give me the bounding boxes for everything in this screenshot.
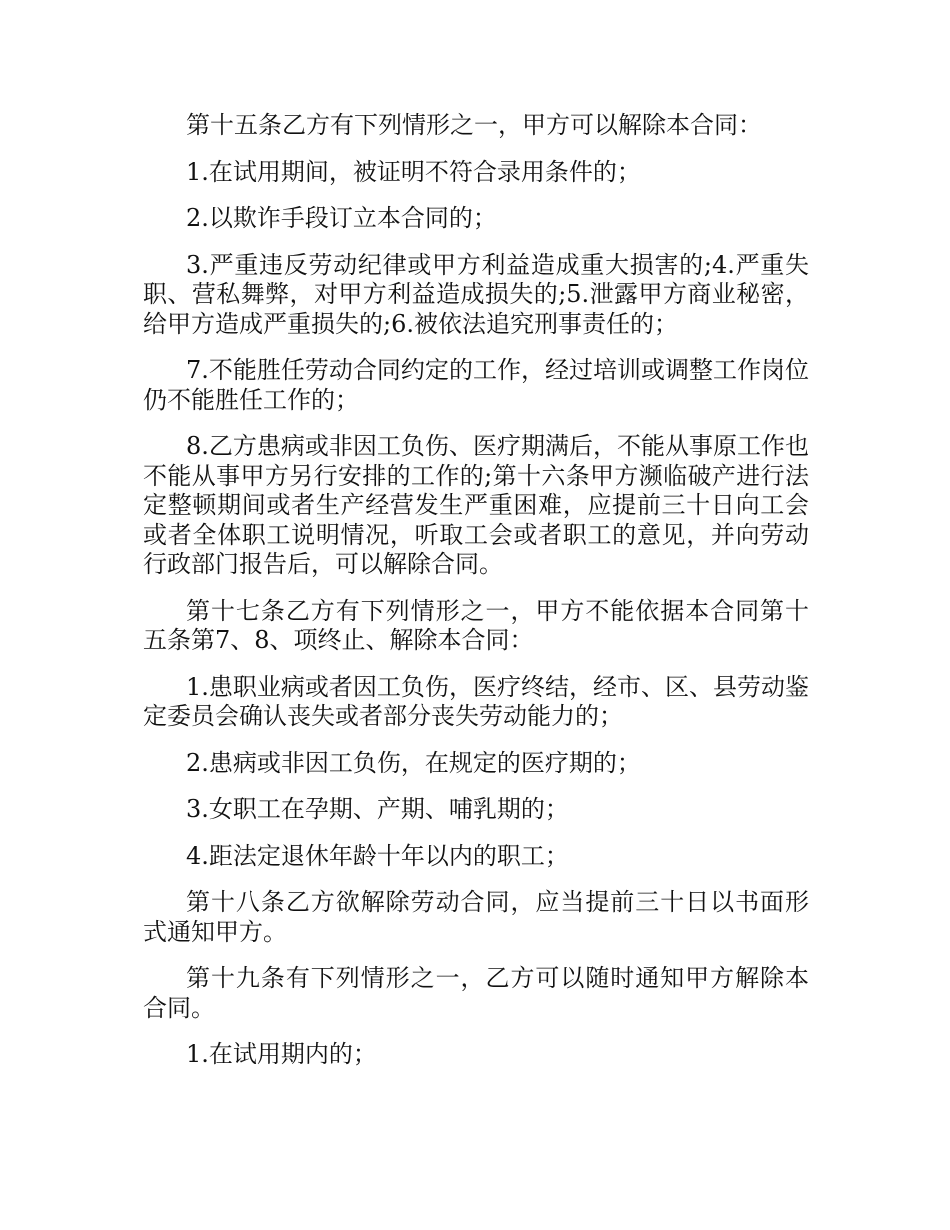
paragraph-article-19: 第十九条有下列情形之一，乙方可以随时通知甲方解除本合同。 (143, 964, 809, 1022)
paragraph-item: 1.在试用期间，被证明不符合录用条件的； (186, 157, 641, 186)
paragraph-item: 3.严重违反劳动纪律或甲方利益造成重大损害的;4.严重失职、营私舞弊，对甲方利益造成损失的;5.泄露甲方商业秘密，给甲方造成严重损失的;6.被依法追究刑事责任的； (143, 250, 809, 338)
paragraph-item: 3.女职工在孕期、产期、哺乳期的； (186, 795, 569, 823)
paragraph-item: 4.距法定退休年龄十年以内的职工； (186, 841, 569, 870)
document-body (143, 111, 809, 1087)
paragraph-item: 7.不能胜任劳动合同约定的工作，经过培训或调整工作岗位仍不能胜任工作的； (143, 356, 809, 414)
paragraph-item: 1.患职业病或者因工负伤，医疗终结，经市、区、县劳动鉴定委员会确认丧失或者部分丧失劳动能力的； (143, 672, 809, 730)
paragraph-item-article-16: 8.乙方患病或非因工负伤、医疗期满后，不能从事原工作也不能从事甲方另行安排的工作的;第十六条甲方濒临破产进行法定整顿期间或者生产经营发生严重困难，应提前三十日向工会或者全体职工说明情况，听取工会或者职工的意见，并向劳动行政部门报告后，可以解除合同。 (143, 432, 809, 578)
paragraph-article-17: 第十七条乙方有下列情形之一，甲方不能依据本合同第十五条第7、8、项终止、解除本合同： (143, 596, 809, 654)
paragraph-item: 2.以欺诈手段订立本合同的； (186, 204, 497, 232)
paragraph-article-15: 第十五条乙方有下列情形之一，甲方可以解除本合同： (186, 111, 762, 139)
paragraph-item: 1.在试用期内的； (186, 1040, 377, 1068)
paragraph-item: 2.患病或非因工负伤，在规定的医疗期的； (186, 748, 641, 777)
paragraph-article-18: 第十八条乙方欲解除劳动合同，应当提前三十日以书面形式通知甲方。 (143, 888, 809, 946)
